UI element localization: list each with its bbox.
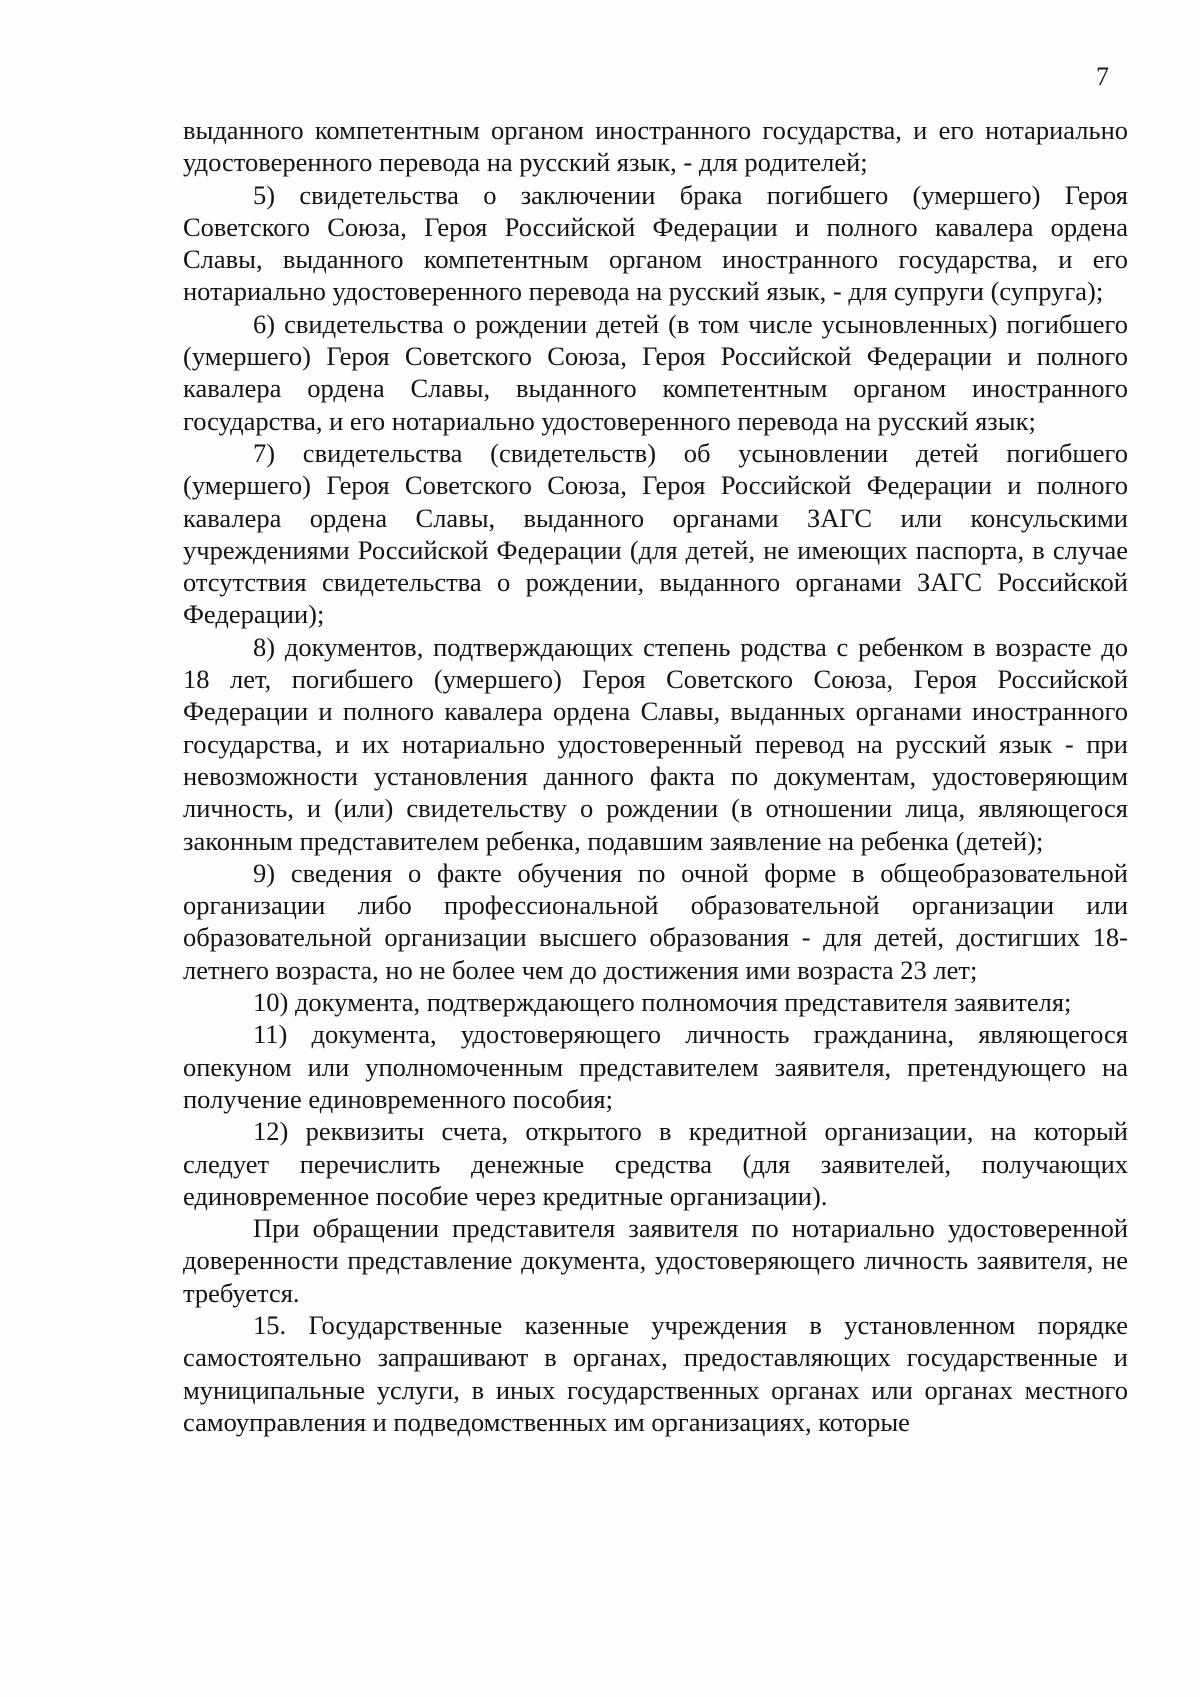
- document-body: [183, 114, 1128, 1438]
- paragraph-representative-note: При обращении представителя заявителя по нотариально удостоверенной доверенности представление документа, удостоверяющего личность заявителя, не требуется.: [183, 1213, 1128, 1308]
- paragraph-item-8: 8) документов, подтверждающих степень родства с ребенком в возрасте до 18 лет, погибшего (умершего) Героя Советского Союза, Героя Российской Федерации и полного кавалера ордена Славы, выданных органами иностранного государства, и их нотариально удостоверенный перевод на русский язык - при невозможности установления данного факта по документам, удостоверяющим личность, и (или) свидетельству о рождении (в отношении лица, являющегося законным представителем ребенка, подавшим заявление на ребенка (детей);: [183, 631, 1128, 856]
- paragraph-item-12: 12) реквизиты счета, открытого в кредитной организации, на который следует перечислить денежные средства (для заявителей, получающих единовременное пособие через кредитные организации).: [183, 1116, 1128, 1211]
- paragraph-item-5: 5) свидетельства о заключении брака погибшего (умершего) Героя Советского Союза, Героя Российской Федерации и полного кавалера ордена Славы, выданного компетентным органом иностранного государства, и его нотариально удостоверенного перевода на русский язык, - для супруги (супруга);: [183, 179, 1128, 307]
- paragraph-item-10: 10) документа, подтверждающего полномочия представителя заявителя;: [253, 987, 1072, 1018]
- paragraph-item-6: 6) свидетельства о рождении детей (в том числе усыновленных) погибшего (умершего) Героя Советского Союза, Героя Российской Федерации и полного кавалера ордена Славы, выданного компетентным органом иностранного государства, и его нотариально удостоверенного перевода на русский язык;: [183, 308, 1128, 436]
- paragraph-item-9: 9) сведения о факте обучения по очной форме в общеобразовательной организации либо профессиональной образовательной организации или образовательной организации высшего образования - для детей, достигших 18-летнего возраста, но не более чем до достижения ими возраста 23 лет;: [183, 857, 1128, 985]
- paragraph-item-11: 11) документа, удостоверяющего личность гражданина, являющегося опекуном или уполномоченным представителем заявителя, претендующего на получение единовременного пособия;: [183, 1019, 1128, 1114]
- paragraph-clause-15: 15. Государственные казенные учреждения в установленном порядке самостоятельно запрашивают в органах, предоставляющих государственные и муниципальные услуги, в иных государственных органах или органах местного самоуправления и подведомственных им организациях, которые: [183, 1309, 1128, 1437]
- paragraph-item-7: 7) свидетельства (свидетельств) об усыновлении детей погибшего (умершего) Героя Советского Союза, Героя Российской Федерации и полного кавалера ордена Славы, выданного органами ЗАГС или консульскими учреждениями Российской Федерации (для детей, не имеющих паспорта, в случае отсутствия свидетельства о рождении, выданного органами ЗАГС Российской Федерации);: [183, 437, 1128, 630]
- page-number: 7: [1096, 62, 1109, 91]
- paragraph-continuation: выданного компетентным органом иностранного государства, и его нотариально удостоверенного перевода на русский язык, - для родителей;: [183, 115, 1128, 178]
